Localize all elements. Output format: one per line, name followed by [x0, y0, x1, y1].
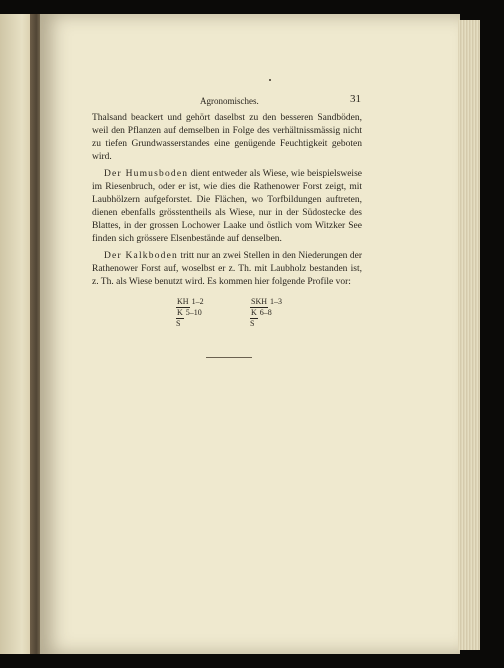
paragraph-thalsand	[92, 112, 362, 164]
paragraph-lead: Der Humusboden	[104, 169, 189, 179]
profile-bottom-layer: S	[176, 319, 181, 328]
paragraph-text: tritt nur an zwei Stellen in den Niederungen der Rathenower Forst auf, woselbst er z. Th. mit Laubholz bestanden ist, z. Th. als Wiese benutzt wird. Es kommen hier folgende Profile vor:	[92, 251, 363, 287]
profile-top-layer: SKH	[251, 297, 268, 306]
page-number: 31	[350, 93, 361, 105]
profile-top-row	[176, 297, 204, 308]
body-text	[92, 112, 362, 293]
profile-top-range: 1–3	[270, 297, 283, 306]
paper-speck	[269, 79, 271, 81]
profile-top-row	[250, 297, 282, 308]
profile-mid-layer: K	[251, 308, 257, 317]
profile-top-layer: KH	[177, 297, 189, 306]
profile-mid-row	[176, 308, 204, 319]
soil-profile	[176, 297, 204, 329]
running-header: Agronomisches.	[200, 96, 259, 106]
soil-profile	[250, 297, 282, 329]
profile-mid-range: 6–8	[259, 308, 272, 317]
paragraph-lead: Der Kalkboden	[104, 251, 178, 261]
profile-top-range: 1–2	[191, 297, 204, 306]
page-edges	[458, 20, 480, 650]
paragraph-kalkboden	[92, 250, 362, 289]
profile-bottom-row	[250, 319, 282, 329]
profile-bottom-layer: S	[250, 319, 255, 328]
section-divider	[206, 357, 252, 358]
profile-mid-range: 5–10	[185, 308, 202, 317]
paragraph-text: dient entweder als Wiese, wie beispielsweise im Riesenbruch, oder er ist, wie dies die Rathenower Forst zeigt, mit Laubhölzern aufgeforstet. Die Flächen, wo Torfbildungen auftreten, dienen ebenfalls grösstentheils als Wiese, nur in der Südostecke des Blattes, in der grossen Lochower Laake und östlich vom Witzker See finden sich grössere Elsenbestände auf denselben.	[92, 169, 362, 244]
paragraph-text: Thalsand beackert und gehört daselbst zu den besseren Sandböden, weil den Pflanzen auf demselben in Folge des verhältnissmässig nicht zu tiefen Grundwasserstandes eine genügende Feuchtigkeit geboten wird.	[92, 113, 362, 162]
paragraph-humusboden	[92, 168, 362, 246]
book-page	[40, 14, 460, 654]
profile-mid-layer: K	[177, 308, 183, 317]
profile-bottom-row	[176, 319, 204, 329]
profile-mid-row	[250, 308, 282, 319]
